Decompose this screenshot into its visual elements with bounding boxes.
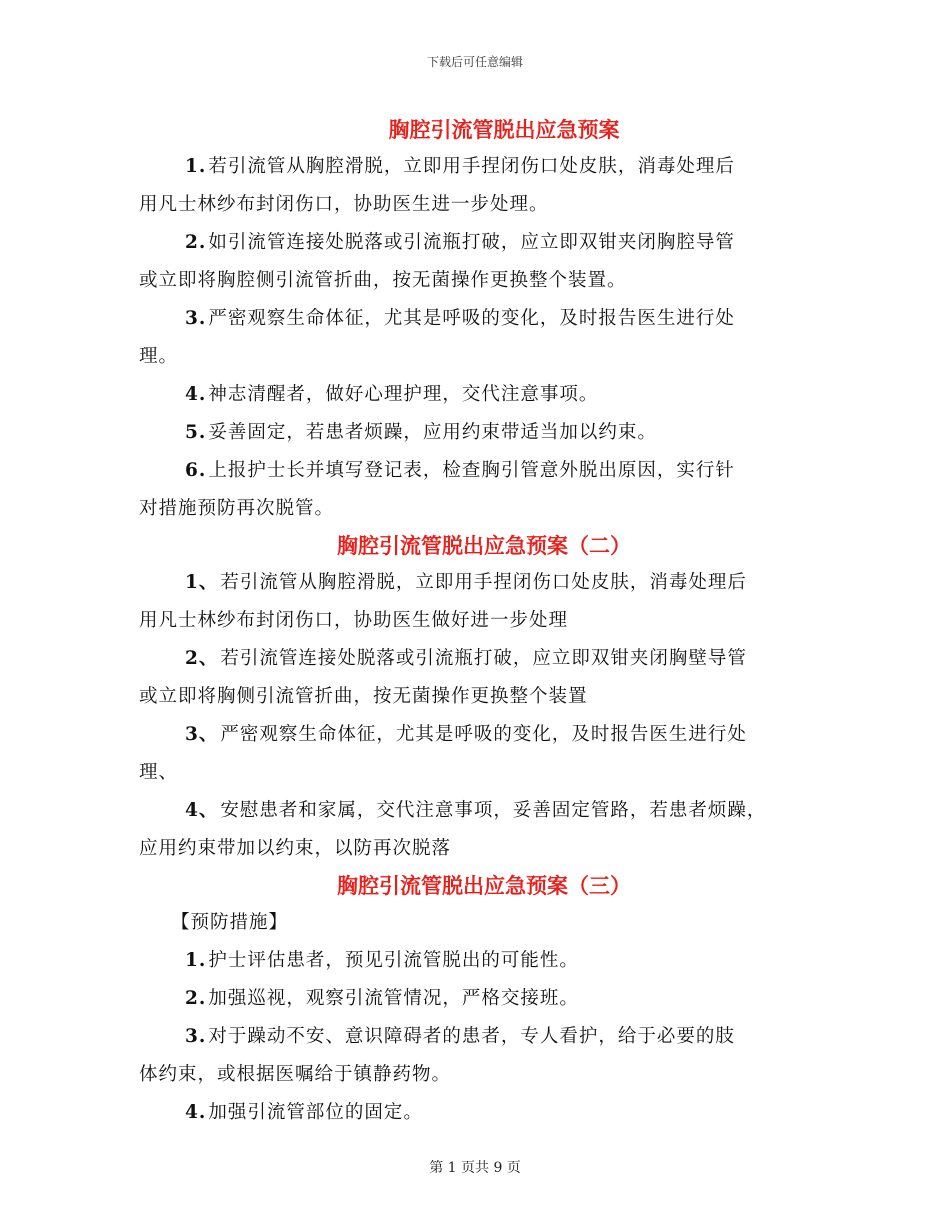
list-item-number: 6. [185,460,207,481]
list-item-text: 应用约束带加以约束，以防再次脱落 [139,838,452,859]
list-item-first-line [139,942,829,980]
list-item-number: 2、 [185,648,219,669]
list-item-text: 严密观察生命体征，尤其是呼吸的变化，及时报告医生进行处 [220,724,747,745]
list-item [139,942,829,980]
list-item-first-line [139,564,829,602]
section-2-title: 胸腔引流管脱出应急预案（二） [337,533,631,558]
section-3-title: 胸腔引流管脱出应急预案（三） [337,873,631,898]
list-item-first-line [139,716,829,754]
list-item-first-line [139,300,829,338]
list-item-first-line [139,224,829,262]
list-item-number: 3、 [185,724,219,745]
list-item [139,414,829,452]
list-item [139,148,829,224]
list-item-first-line [139,1018,829,1056]
list-item-continuation-line [139,602,829,640]
list-item [139,792,829,868]
list-item-number: 1、 [185,572,219,593]
list-item-text: 加强巡视，观察引流管情况，严格交接班。 [208,988,579,1009]
list-item-first-line [139,1094,829,1132]
list-item-text: 或立即将胸腔侧引流管折曲，按无菌操作更换整个装置。 [139,270,627,291]
section-3-list [139,942,829,1132]
list-item-text: 体约束，或根据医嘱给于镇静药物。 [139,1064,452,1085]
list-item-first-line [139,640,829,678]
list-item-first-line [139,452,829,490]
list-item-text: 上报护士长并填写登记表，检查胸引管意外脱出原因，实行针 [208,460,735,481]
list-item-continuation-line [139,262,829,300]
list-item-number: 4. [185,384,207,405]
section-1-title: 胸腔引流管脱出应急预案 [388,117,620,142]
list-item-text: 若引流管连接处脱落或引流瓶打破，应立即双钳夹闭胸壁导管 [220,648,747,669]
list-item-text: 用凡士林纱布封闭伤口，协助医生进一步处理。 [139,194,549,215]
list-item-text: 或立即将胸侧引流管折曲，按无菌操作更换整个装置 [139,686,588,707]
list-item-text: 安慰患者和家属，交代注意事项，妥善固定管路，若患者烦躁， [220,800,767,821]
list-item-continuation-line [139,754,829,792]
list-item [139,564,829,640]
section-3-subheading: 【预防措施】 [171,912,289,933]
page-footer: 第 1 页共 9 页 [429,1160,521,1176]
list-item [139,376,829,414]
list-item-text: 严密观察生命体征，尤其是呼吸的变化，及时报告医生进行处 [208,308,735,329]
list-item [139,224,829,300]
list-item-first-line [139,148,829,186]
section-2-list [139,564,829,868]
list-item-text: 理、 [139,762,179,783]
list-item-text: 护士评估患者，预见引流管脱出的可能性。 [208,950,579,971]
list-item-continuation-line [139,678,829,716]
list-item-continuation-line [139,1056,829,1094]
list-item-number: 1. [185,156,207,177]
list-item-text: 对于躁动不安、意识障碍者的患者，专人看护，给于必要的肢 [208,1026,735,1047]
list-item-text: 神志清醒者，做好心理护理，交代注意事项。 [208,384,599,405]
list-item-text: 若引流管从胸腔滑脱，立即用手捏闭伤口处皮肤，消毒处理后 [208,156,735,177]
list-item-number: 5. [185,422,207,443]
list-item-text: 对措施预防再次脱管。 [139,498,335,519]
list-item-first-line [139,980,829,1018]
list-item-number: 3. [185,1026,207,1047]
list-item-continuation-line [139,830,829,868]
list-item-text: 用凡士林纱布封闭伤口，协助医生做好进一步处理 [139,610,569,631]
list-item [139,300,829,376]
list-item-number: 1. [185,950,207,971]
list-item-number: 2. [185,232,207,253]
list-item-number: 2. [185,988,207,1009]
list-item-text: 加强引流管部位的固定。 [208,1102,423,1123]
document-body [139,112,829,1132]
list-item-first-line [139,376,829,414]
section-1-list [139,148,829,528]
list-item [139,1094,829,1132]
list-item-number: 3. [185,308,207,329]
list-item [139,980,829,1018]
list-item-text: 若引流管从胸腔滑脱，立即用手捏闭伤口处皮肤，消毒处理后 [220,572,747,593]
list-item-first-line [139,414,829,452]
list-item-number: 4. [185,1102,207,1123]
list-item-number: 4、 [185,800,219,821]
list-item-continuation-line [139,490,829,528]
list-item-continuation-line [139,186,829,224]
page-header: 下载后可任意编辑 [426,55,523,69]
list-item [139,716,829,792]
list-item-text: 如引流管连接处脱落或引流瓶打破，应立即双钳夹闭胸腔导管 [208,232,735,253]
list-item [139,452,829,528]
list-item [139,640,829,716]
list-item-continuation-line [139,338,829,376]
list-item [139,1018,829,1094]
list-item-first-line [139,792,829,830]
list-item-text: 妥善固定，若患者烦躁，应用约束带适当加以约束。 [208,422,657,443]
list-item-text: 理。 [139,346,179,367]
